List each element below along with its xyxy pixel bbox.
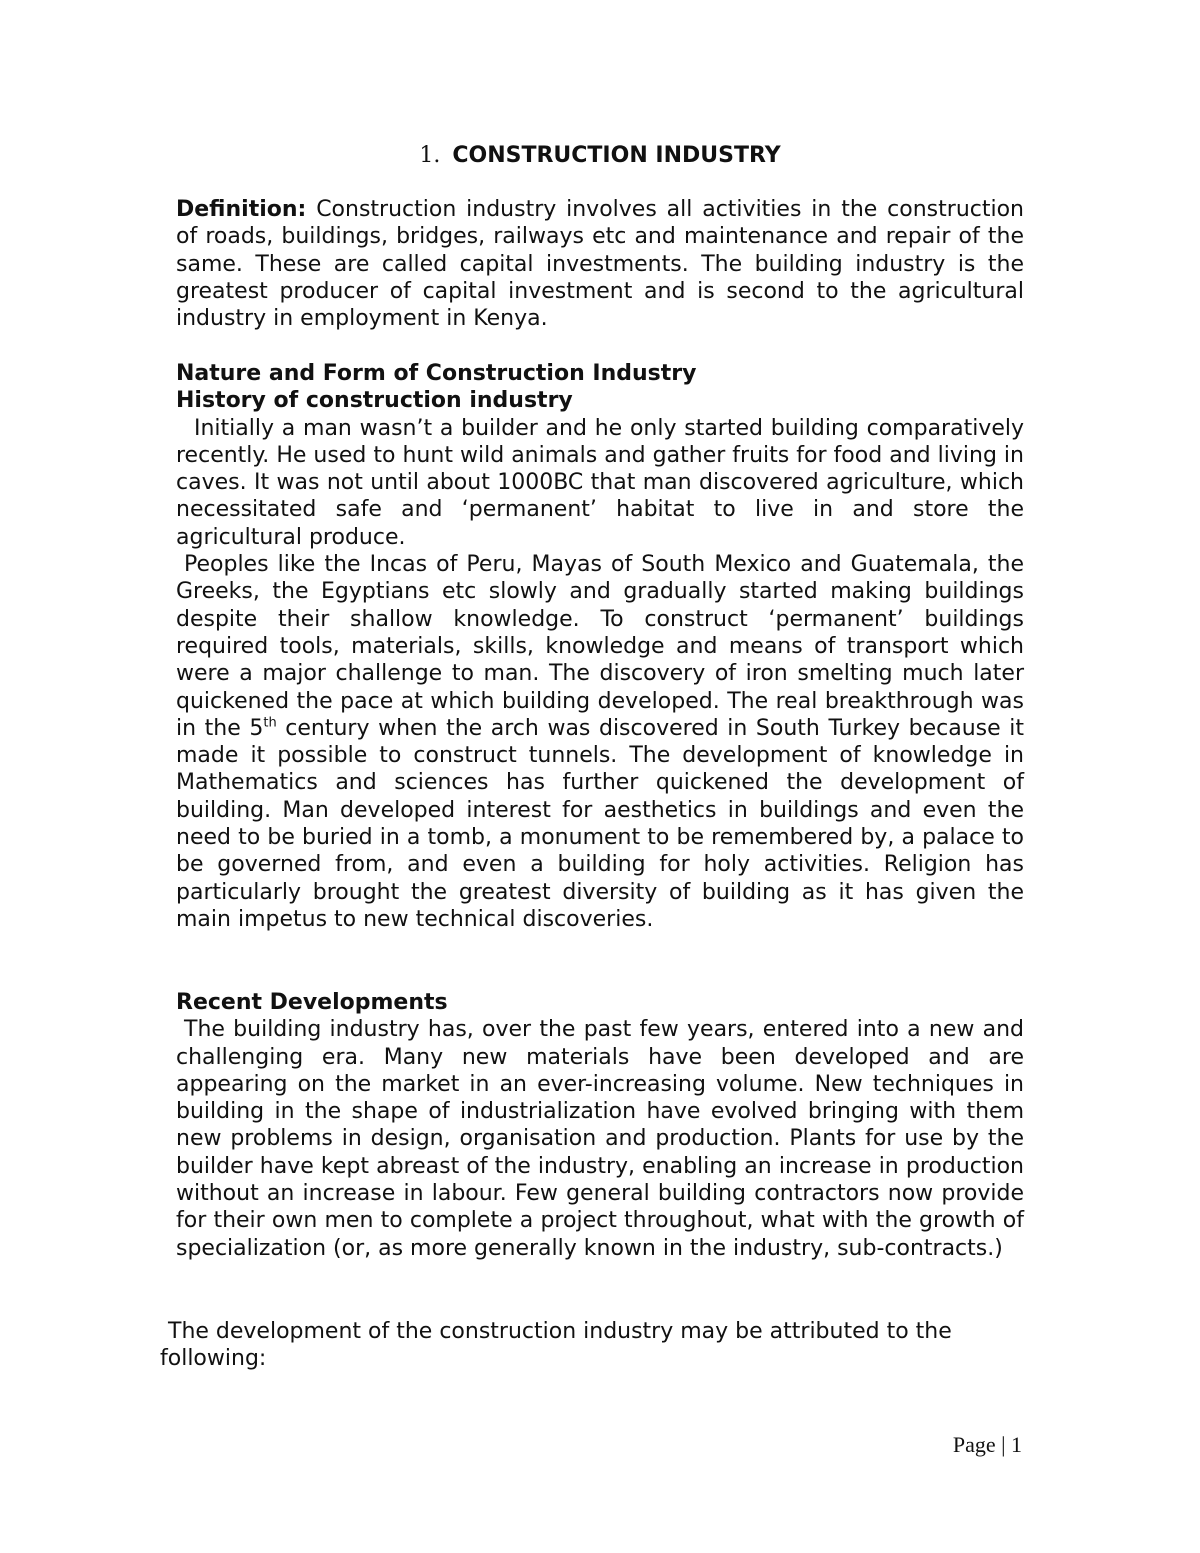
history-heading: History of construction industry: [176, 388, 573, 414]
history-block: [176, 360, 1024, 933]
ordinal-superscript: th: [263, 715, 277, 731]
history-paragraph-2: [176, 551, 1024, 933]
definition-label: Definition:: [176, 197, 307, 222]
definition-paragraph: [176, 196, 1024, 332]
history-paragraph-1: Initially a man wasn’t a builder and he only started building comparatively recently. He used to hunt wild animals and gather fruits for food and living in caves. It was not until about 1000BC that man discovered agriculture, which necessitated safe and ‘permanent’ habitat to live in and store the agricultural produce.: [176, 415, 1024, 550]
closing-paragraph: The development of the construction industry may be attributed to the following:: [160, 1319, 952, 1372]
section-number: 1.: [419, 143, 441, 168]
closing-block: [160, 1318, 1030, 1373]
definition-text: Construction industry involves all activities in the construction of roads, buildings, bridges, railways etc and maintenance and repair of the same. These are called capital investments. The building industry is the greatest producer of capital investment and is second to the agricultural industry in employment in Kenya.: [176, 197, 1024, 332]
recent-developments-heading: Recent Developments: [176, 990, 448, 1015]
recent-developments-paragraph: The building industry has, over the past few years, entered into a new and challenging era. Many new materials have been developed and are appearing on the market in an ever-increasing volume. New techniques in building in the shape of industrialization have evolved bringing with them new problems in design, organisation and production. Plants for use by the builder have kept abreast of the industry, enabling an increase in production without an increase in labour. Few general building contractors now provide for their own men to complete a project throughout, what with the growth of specialization (or, as more generally known in the industry, sub-contracts.): [176, 1017, 1024, 1261]
nature-heading: Nature and Form of Construction Industry: [176, 361, 697, 386]
history-paragraph-2-end: century when the arch was discovered in South Turkey because it made it possible to construct tunnels. The development of knowledge in Mathematics and sciences has further quickened the development of building. Man developed interest for aesthetics in buildings and even the need to be buried in a tomb, a monument to be remembered by, a palace to be governed from, and even a building for holy activities. Religion has particularly brought the greatest diversity of building as it has given the main impetus to new technical discoveries.: [176, 715, 1024, 932]
definition-block: [176, 196, 1024, 332]
history-paragraph-2-start: Peoples like the Incas of Peru, Mayas of South Mexico and Guatemala, the Greeks, the Egyptians etc slowly and gradually started making buildings despite their shallow knowledge. To construct ‘permanent’ buildings required tools, materials, skills, knowledge and means of transport which were a major challenge to man. The discovery of iron smelting much later quickened the pace at which building developed. The real breakthrough was in the 5: [176, 552, 1024, 741]
page-footer: Page | 1: [952, 1432, 1022, 1457]
section-heading: [0, 141, 1200, 171]
recent-developments-block: [176, 989, 1024, 1262]
section-title: CONSTRUCTION INDUSTRY: [452, 143, 781, 168]
